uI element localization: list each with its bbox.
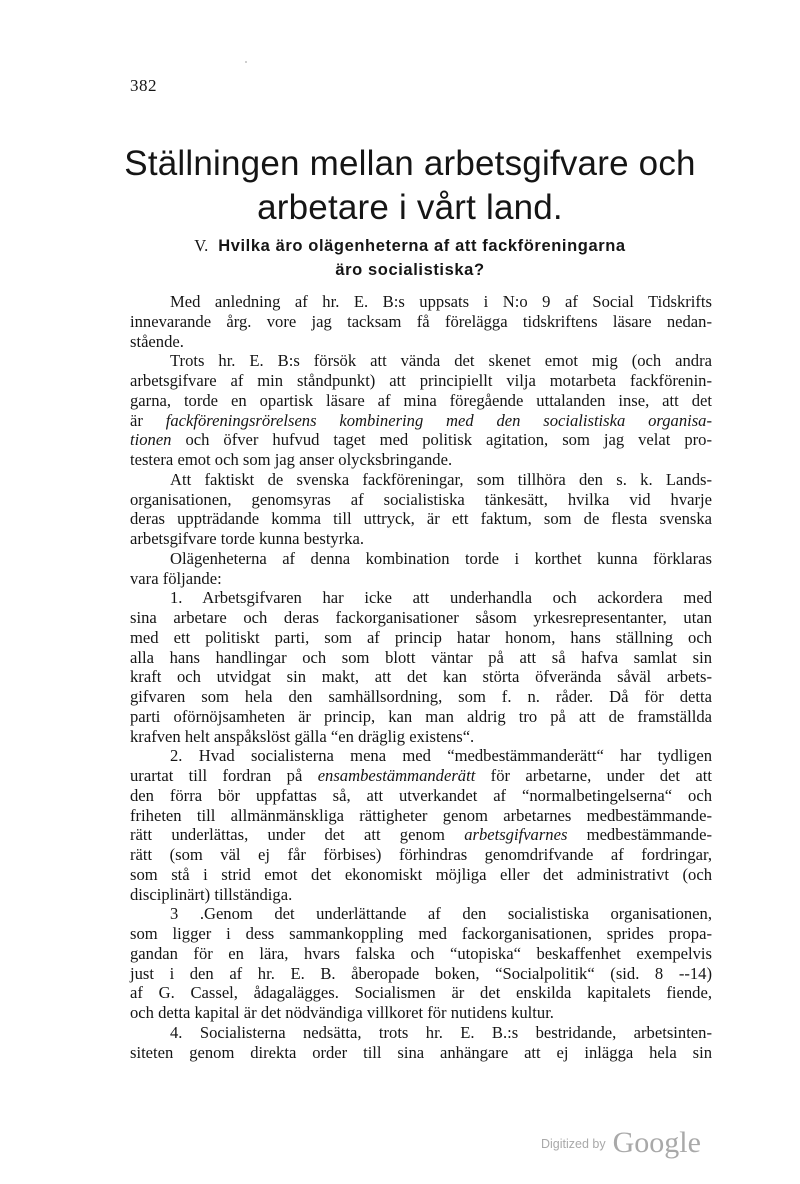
text-line: rätt (som väl ej får förbises) förhindras genomdrifvande af fordringar, [130, 845, 712, 864]
text-line: Att faktiskt de svenska fackföreningar, som tillhöra den s. k. Lands- [170, 469, 712, 489]
text-line: gandan för en lära, hvars falska och “utopiska“ beskaffenhet exempelvis [130, 943, 712, 963]
subtitle-text: Hvilka äro olägenheterna af att fackföreningarna [218, 237, 626, 255]
article-title [100, 142, 720, 230]
text-line: 3 .Genom det underlättande af den socialistiska organisationen, [170, 904, 712, 924]
text-line: med ett politiskt parti, som af princip hatar honom, hans ställning och [130, 627, 712, 647]
text-line: friheten till allmänmänskliga rättigheter genom arbetarnes medbestämmande- [130, 805, 712, 825]
text-run: urartat till fordran på [130, 766, 318, 785]
subtitle-line [100, 258, 720, 282]
text-line: gifvaren som hela den samhällsordning, som f. n. råder. Då för detta [130, 687, 712, 706]
text-line: alla hans handlingar och som blott väntar på att så hafva samlat sin [130, 647, 712, 667]
text-line: Olägenheterna af denna kombination torde i korthet kunna förklaras [170, 548, 712, 568]
text-line: 4. Socialisterna nedsätta, trots hr. E. B.:s bestridande, arbetsinten- [170, 1022, 712, 1042]
text-line [130, 411, 712, 431]
text-line: testera emot och som jag anser olycksbringande. [130, 450, 453, 469]
text-line: vara följande: [130, 568, 222, 588]
text-line: kraft och utvidgat sin makt, att det kan störta öfverända såväl arbets- [130, 667, 712, 687]
watermark-prefix: Digitized by [541, 1137, 606, 1151]
google-logo: Google [612, 1126, 701, 1159]
page-number: 382 [130, 76, 157, 95]
text-line: arbetsgifvare af min ståndpunkt) att principiellt vilja motarbeta fackförenin- [130, 371, 712, 390]
text-line: Trots hr. E. B:s försök att vända det skenet emot mig (och andra [170, 351, 712, 371]
text-line: innevarande årg. vore jag tacksam få förelägga tidskriftens läsare nedan- [130, 311, 712, 331]
section-numeral: V. [194, 236, 209, 255]
text-line [130, 766, 712, 786]
section-subtitle [100, 234, 720, 282]
text-line: Med anledning af hr. E. B:s uppsats i N:o 9 af Social Tidskrifts [170, 292, 712, 311]
italic-emphasis: ensambestämmanderätt [317, 766, 476, 785]
digitized-watermark [541, 1126, 701, 1160]
text-line: stående. [130, 331, 184, 351]
text-line: just i den af hr. E. B. åberopade boken, “Socialpolitik“ (sid. 8 --14) [130, 963, 712, 983]
subtitle-line [100, 234, 720, 258]
text-line: organisationen, genomsyras af socialistiska tänkesätt, hvilka vid hvarje [130, 489, 712, 509]
scan-speck [245, 61, 247, 63]
text-line [130, 825, 712, 845]
text-line: 2. Hvad socialisterna mena med “medbestämmanderätt“ har tydligen [170, 746, 712, 766]
text-line: den förra bör uppfattas så, att utverkandet af “normalbetingelserna“ och [130, 785, 712, 805]
text-line: disciplinärt) tillständiga. [130, 884, 293, 904]
italic-emphasis: fackföreningsrörelsens kombinering med den socialistiska organisa- [165, 410, 713, 430]
text-line: som stå i strid emot det ekonomiskt möjliga eller det administrativt (och [130, 864, 712, 884]
text-line: garna, torde en opartisk läsare af mina föregående uttalanden inse, att det [130, 390, 712, 410]
text-run: rätt underlättas, under det att genom [130, 825, 465, 845]
text-line: och detta kapital är det nödvändiga villkoret för nutidens kultur. [130, 1003, 554, 1022]
text-line: siteten genom direkta order till sina anhängare att ej inlägga hela sin [130, 1042, 712, 1062]
text-line: parti oförnöjsamheten är princip, kan man aldrig tro på att de framställda [130, 706, 712, 726]
text-run: medbestämmande- [567, 825, 712, 845]
italic-emphasis: arbetsgifvarnes [464, 825, 568, 845]
italic-emphasis: tionen [130, 430, 172, 450]
text-run: och öfver hufvud taget med politisk agitation, som jag velat pro- [171, 430, 712, 450]
text-line: arbetsgifvare torde kunna bestyrka. [130, 529, 365, 548]
text-line: deras uppträdande komma till uttryck, är ett faktum, som de flesta svenska [130, 509, 712, 529]
text-line: sina arbetare och deras fackorganisationer såsom yrkesrepresentanter, utan [130, 608, 712, 627]
title-line: Ställningen mellan arbetsgifvare och [124, 144, 696, 183]
text-line: som ligger i dess sammankoppling med fackorganisationen, sprides propa- [130, 924, 712, 943]
text-line [130, 430, 712, 450]
text-run: för arbetarne, under det att [475, 766, 712, 785]
text-line: 1. Arbetsgifvaren har icke att underhandla och ackordera med [170, 588, 712, 608]
title-line: arbetare i vårt land. [257, 188, 563, 227]
text-line: krafven helt anspåkslöst gälla “en dräglig existens“. [130, 726, 475, 746]
text-run: är [130, 410, 166, 430]
subtitle-text: äro socialistiska? [335, 261, 485, 279]
text-line: af G. Cassel, ådagalägges. Socialismen är det enskilda kapitalets fiende, [130, 983, 712, 1003]
article-body [130, 292, 712, 1062]
